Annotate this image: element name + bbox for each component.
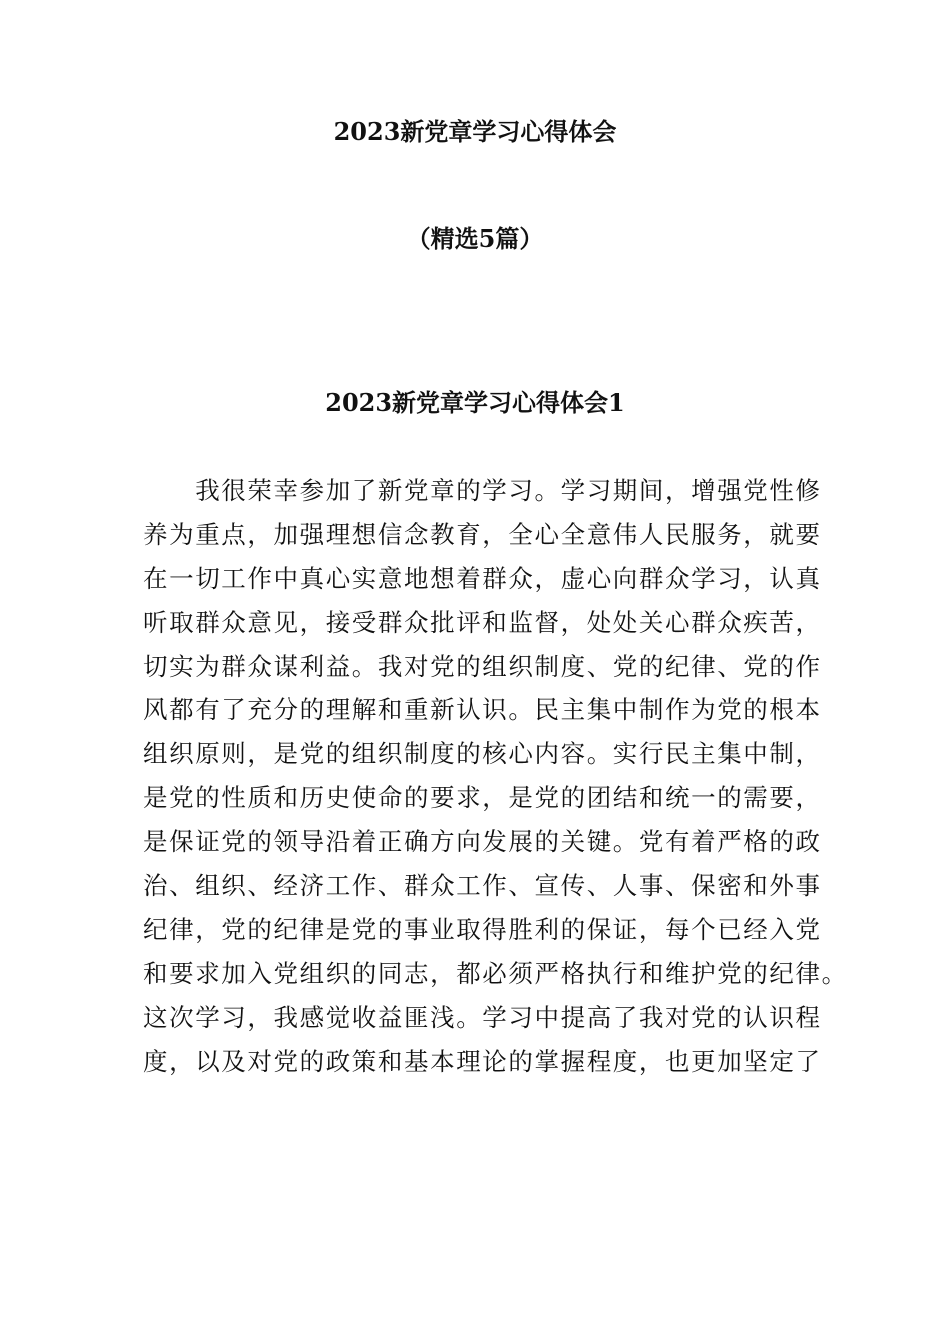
body-paragraph bbox=[143, 469, 848, 1083]
body-line: 组织原则，是党的组织制度的核心内容。实行民主集中制， bbox=[143, 739, 822, 769]
body-line: 听取群众意见，接受群众批评和监督，处处关心群众疾苦， bbox=[143, 607, 822, 637]
body-line: 在一切工作中真心实意地想着群众，虚心向群众学习，认真 bbox=[143, 563, 822, 593]
body-line: 这次学习，我感觉收益匪浅。学习中提高了我对党的认识程 bbox=[143, 1002, 822, 1032]
section-heading: 2023新党章学习心得体会1 bbox=[325, 388, 625, 417]
body-line: 养为重点，加强理想信念教育，全心全意伟人民服务，就要 bbox=[143, 519, 822, 549]
body-line: 切实为群众谋利益。我对党的组织制度、党的纪律、党的作 bbox=[143, 651, 822, 681]
document-title: 2023新党章学习心得体会 bbox=[333, 117, 617, 146]
body-line: 度，以及对党的政策和基本理论的掌握程度，也更加坚定了 bbox=[143, 1046, 822, 1076]
document-subtitle: （精选5篇） bbox=[406, 224, 544, 253]
body-line: 治、组织、经济工作、群众工作、宣传、人事、保密和外事 bbox=[143, 871, 822, 901]
body-line: 我很荣幸参加了新党章的学习。学习期间，增强党性修 bbox=[143, 476, 822, 505]
body-line: 是保证党的领导沿着正确方向发展的关键。党有着严格的政 bbox=[143, 827, 822, 857]
body-line: 纪律，党的纪律是党的事业取得胜利的保证，每个已经入党 bbox=[143, 914, 822, 944]
body-line: 和要求加入党组织的同志，都必须严格执行和维护党的纪律。 bbox=[143, 958, 848, 988]
body-line: 是党的性质和历史使命的要求，是党的团结和统一的需要， bbox=[143, 783, 822, 813]
body-line: 风都有了充分的理解和重新认识。民主集中制作为党的根本 bbox=[143, 695, 822, 725]
